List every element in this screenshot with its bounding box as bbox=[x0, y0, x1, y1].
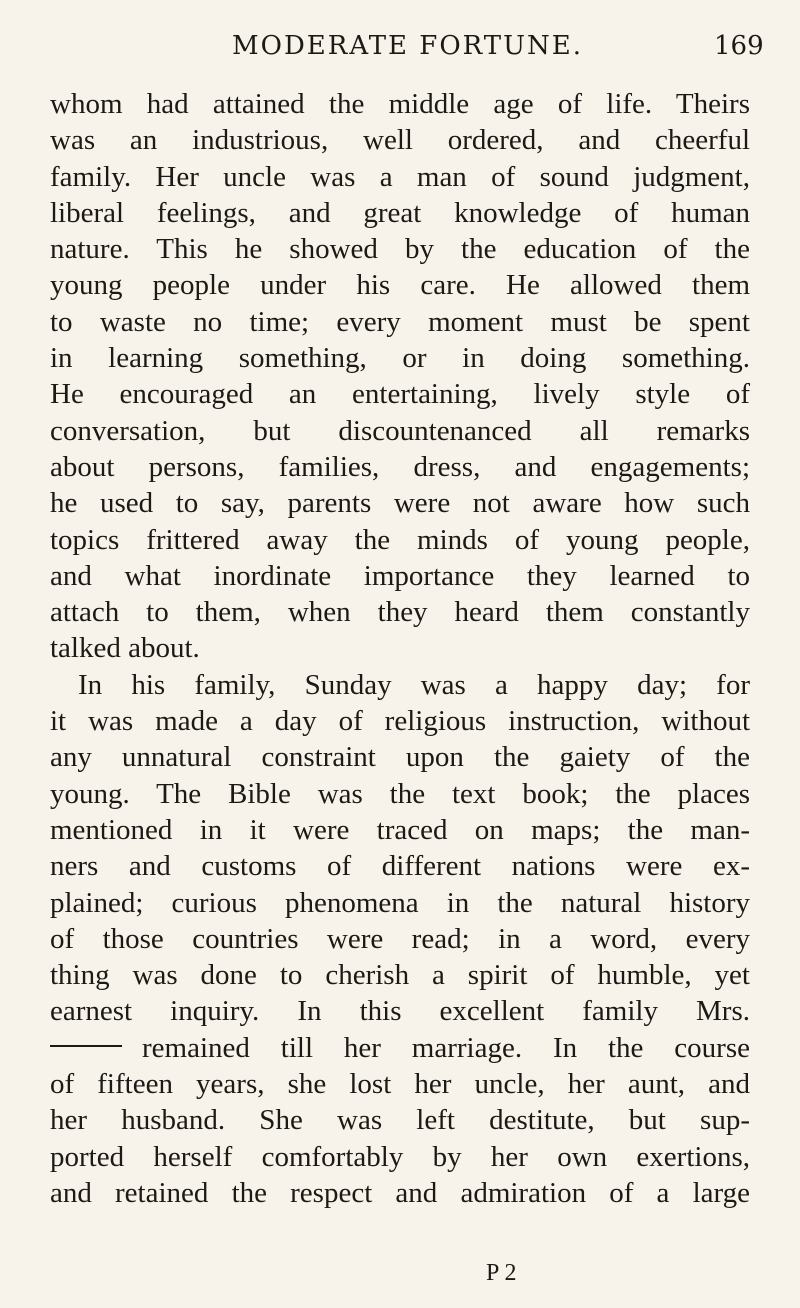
text-line: about persons, families, dress, and engagements; bbox=[50, 450, 750, 483]
text-line: nature. This he showed by the education of the bbox=[50, 233, 750, 266]
text-line: it was made a day of religious instruction, without bbox=[50, 705, 750, 738]
body-text bbox=[50, 86, 750, 1211]
text-line: young. The Bible was the text book; the places bbox=[50, 777, 750, 810]
text-line: and what inordinate importance they learned to bbox=[50, 559, 750, 592]
paragraph-start-line: In his family, Sunday was a happy day; for bbox=[78, 668, 750, 701]
text-line: any unnatural constraint upon the gaiety of the bbox=[50, 741, 750, 774]
text-line: conversation, but discountenanced all remarks bbox=[50, 414, 750, 447]
text-line: ported herself comfortably by her own exertions, bbox=[50, 1140, 750, 1173]
text-line: mentioned in it were traced on maps; the man- bbox=[50, 813, 750, 846]
text-line: attach to them, when they heard them constantly bbox=[50, 596, 750, 629]
text-line: thing was done to cherish a spirit of humble, yet bbox=[50, 959, 750, 992]
text-line: plained; curious phenomena in the natural history bbox=[50, 886, 750, 919]
text-line: young people under his care. He allowed them bbox=[50, 269, 750, 302]
text-line: topics frittered away the minds of young people, bbox=[50, 523, 750, 556]
text-line: of those countries were read; in a word, every bbox=[50, 922, 750, 955]
text-line: He encouraged an entertaining, lively style of bbox=[50, 378, 750, 411]
text-line: her husband. She was left destitute, but sup- bbox=[50, 1104, 750, 1137]
text-line: and retained the respect and admiration of a large bbox=[50, 1176, 750, 1209]
text-line: to waste no time; every moment must be spent bbox=[50, 305, 750, 338]
text-line: talked about. bbox=[50, 632, 200, 665]
running-head bbox=[0, 28, 800, 68]
text-line: was an industrious, well ordered, and cheerful bbox=[50, 124, 750, 157]
name-dash bbox=[50, 1045, 122, 1047]
text-line: he used to say, parents were not aware how such bbox=[50, 487, 750, 520]
text-line: family. Her uncle was a man of sound judgment, bbox=[50, 160, 750, 193]
text-line: in learning something, or in doing something. bbox=[50, 342, 750, 375]
text-line: of fifteen years, she lost her uncle, her aunt, and bbox=[50, 1068, 750, 1101]
text-line: liberal feelings, and great knowledge of human bbox=[50, 196, 750, 229]
text-line: ners and customs of different nations were ex- bbox=[50, 850, 750, 883]
running-title: MODERATE FORTUNE. bbox=[232, 31, 584, 61]
text-line-content: remained till her marriage. In the course bbox=[142, 1031, 750, 1064]
text-line: earnest inquiry. In this excellent family Mrs. bbox=[50, 995, 750, 1028]
text-line-with-dash bbox=[50, 1030, 750, 1066]
page-number: 169 bbox=[714, 31, 764, 61]
text-line: whom had attained the middle age of life. Theirs bbox=[50, 88, 750, 120]
signature-mark: P 2 bbox=[486, 1260, 517, 1286]
